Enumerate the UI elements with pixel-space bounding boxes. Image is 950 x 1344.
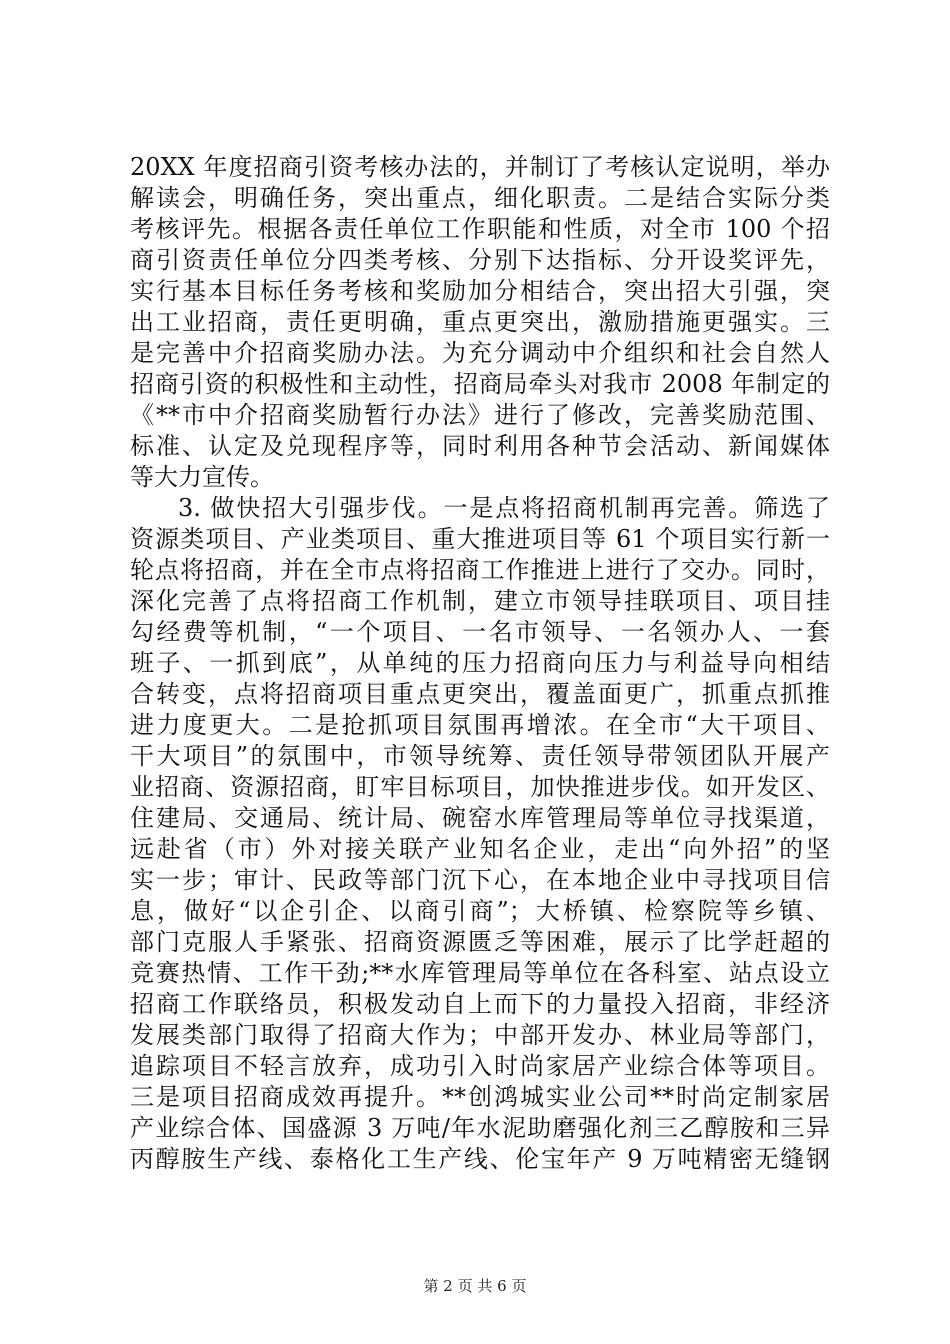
text-line: 深化完善了点将招商工作机制，建立市领导挂联项目、项目挂 bbox=[130, 587, 830, 615]
paragraph-2 bbox=[130, 493, 830, 1175]
text-line: 息，做好“以企引企、以商引商”；大桥镇、检察院等乡镇、 bbox=[130, 897, 830, 925]
text-line: 产业综合体、国盛源 3 万吨/年水泥助磨强化剂三乙醇胺和三异 bbox=[130, 1114, 830, 1142]
text-line: 追踪项目不轻言放弃，成功引入时尚家居产业综合体等项目。 bbox=[130, 1052, 830, 1080]
text-line: 考核评先。根据各责任单位工作职能和性质，对全市 100 个招 bbox=[130, 215, 830, 243]
text-line: 招商引资的积极性和主动性，招商局牵头对我市 2008 年制定的 bbox=[130, 370, 830, 398]
text-line: 资源类项目、产业类项目、重大推进项目等 61 个项目实行新一 bbox=[130, 525, 830, 553]
text-line: 实一步；审计、民政等部门沉下心，在本地企业中寻找项目信 bbox=[130, 866, 830, 894]
text-line: 实行基本目标任务考核和奖励加分相结合，突出招大引强，突 bbox=[130, 277, 830, 305]
text-line: 招商工作联络员，积极发动自上而下的力量投入招商，非经济 bbox=[130, 990, 830, 1018]
text-line: 进力度更大。二是抢抓项目氛围再增浓。在全市“大干项目、 bbox=[130, 711, 830, 739]
text-line: 竞赛热情、工作干劲;**水库管理局等单位在各科室、站点设立 bbox=[130, 959, 830, 987]
text-line: 《**市中介招商奖励暂行办法》进行了修改，完善奖励范围、 bbox=[130, 401, 830, 429]
body-text bbox=[130, 152, 830, 1175]
text-line: 干大项目”的氛围中，市领导统筹、责任领导带领团队开展产 bbox=[130, 742, 830, 770]
text-line: 商引资责任单位分四类考核、分别下达指标、分开设奖评先， bbox=[130, 246, 830, 274]
text-line: 发展类部门取得了招商大作为；中部开发办、林业局等部门， bbox=[130, 1021, 830, 1049]
text-line: 住建局、交通局、统计局、碗窑水库管理局等单位寻找渠道， bbox=[130, 804, 830, 832]
text-line: 班子、一抓到底”，从单纯的压力招商向压力与利益导向相结 bbox=[130, 649, 830, 677]
text-line: 三是项目招商成效再提升。**创鸿城实业公司**时尚定制家居 bbox=[130, 1083, 830, 1111]
text-line: 丙醇胺生产线、泰格化工生产线、伦宝年产 9 万吨精密无缝钢 bbox=[130, 1145, 830, 1173]
text-line: 勾经费等机制，“一个项目、一名市领导、一名领办人、一套 bbox=[130, 618, 830, 646]
text-line: 业招商、资源招商，盯牢目标项目，加快推进步伐。如开发区、 bbox=[130, 773, 830, 801]
text-line: 远赴省（市）外对接关联产业知名企业，走出“向外招”的坚 bbox=[130, 835, 830, 863]
text-line: 轮点将招商，并在全市点将招商工作推进上进行了交办。同时， bbox=[130, 556, 830, 584]
text-line: 标准、认定及兑现程序等，同时利用各种节会活动、新闻媒体 bbox=[130, 432, 830, 460]
text-line: 是完善中介招商奖励办法。为充分调动中介组织和社会自然人 bbox=[130, 339, 830, 367]
page-footer: 第 2 页 共 6 页 bbox=[423, 1277, 527, 1295]
text-line: 出工业招商，责任更明确，重点更突出，激励措施更强实。三 bbox=[130, 308, 830, 336]
text-line: 等大力宣传。 bbox=[130, 463, 274, 491]
text-line: 3. 做快招大引强步伐。一是点将招商机制再完善。筛选了 bbox=[178, 494, 830, 522]
text-line: 20XX 年度招商引资考核办法的，并制订了考核认定说明，举办 bbox=[130, 153, 830, 181]
paragraph-1 bbox=[130, 152, 830, 493]
text-line: 解读会，明确任务，突出重点，细化职责。二是结合实际分类 bbox=[130, 184, 830, 212]
text-line: 合转变，点将招商项目重点更突出，覆盖面更广，抓重点抓推 bbox=[130, 680, 830, 708]
text-line: 部门克服人手紧张、招商资源匮乏等困难，展示了比学赶超的 bbox=[130, 928, 830, 956]
